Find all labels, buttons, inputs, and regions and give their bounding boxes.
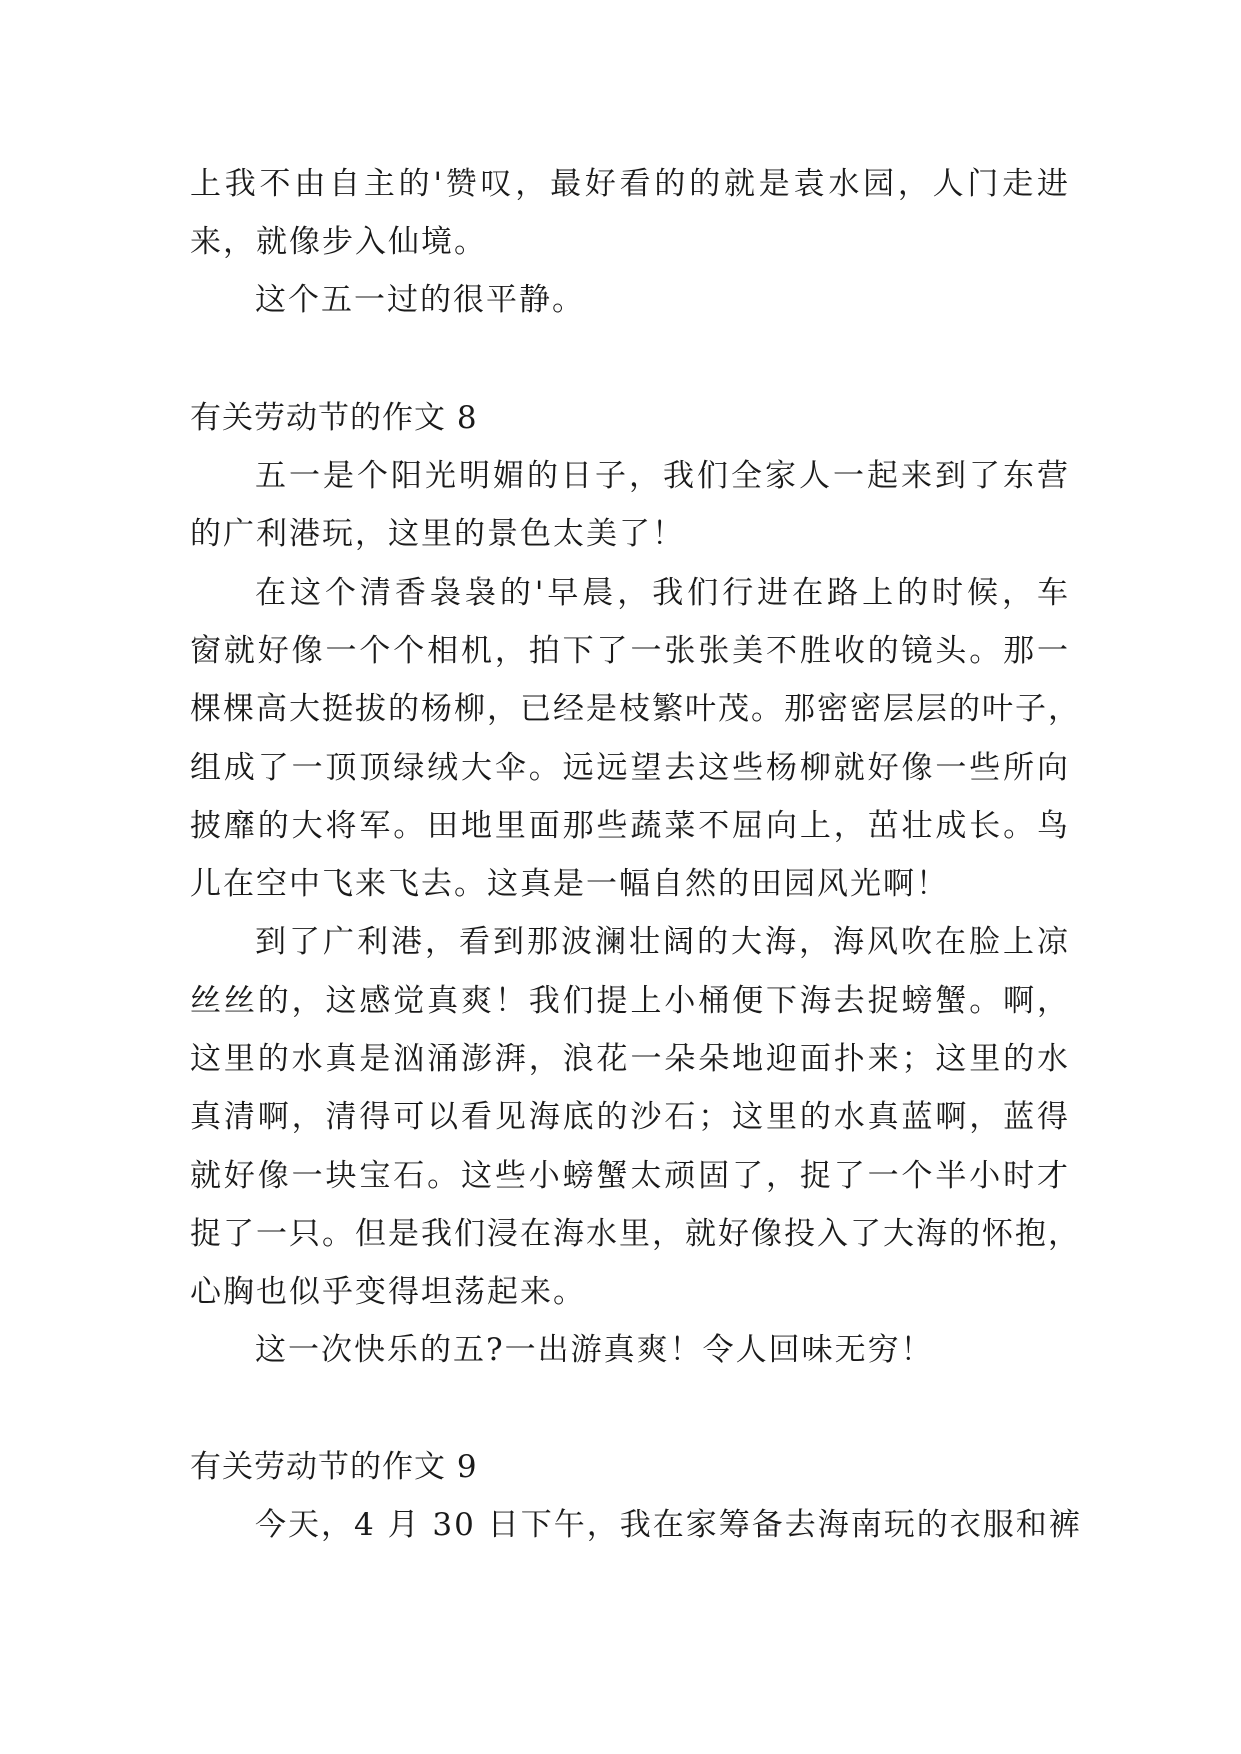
- paragraph-line: 丝丝的，这感觉真爽！我们提上小桶便下海去捉螃蟹。啊，: [190, 983, 1070, 1019]
- section-heading: 有关劳动节的作文 8: [190, 400, 478, 436]
- paragraph-line: 捉了一只。但是我们浸在海水里，就好像投入了大海的怀抱，: [190, 1216, 1081, 1252]
- section-heading: 有关劳动节的作文 9: [190, 1449, 478, 1485]
- paragraph-line: 心胸也似乎变得坦荡起来。: [190, 1274, 586, 1310]
- paragraph-line: 这里的水真是汹涌澎湃，浪花一朵朵地迎面扑来；这里的水: [190, 1041, 1070, 1077]
- paragraph-line: 来，就像步入仙境。: [190, 224, 487, 260]
- paragraph-line: 就好像一块宝石。这些小螃蟹太顽固了，捉了一个半小时才: [190, 1158, 1070, 1194]
- paragraph-line: 这一次快乐的五?一出游真爽！令人回味无穷！: [255, 1332, 934, 1368]
- paragraph-line: 真清啊，清得可以看见海底的沙石；这里的水真蓝啊，蓝得: [190, 1099, 1070, 1135]
- paragraph-line: 儿在空中飞来飞去。这真是一幅自然的田园风光啊！: [190, 866, 949, 902]
- paragraph-line: 到了广利港，看到那波澜壮阔的大海，海风吹在脸上凉: [255, 924, 1070, 960]
- paragraph-line: 上我不由自主的'赞叹，最好看的的就是袁水园，人门走进: [190, 166, 1070, 202]
- paragraph-line: 棵棵高大挺拔的杨柳，已经是枝繁叶茂。那密密层层的叶子，: [190, 691, 1081, 727]
- paragraph-line: 今天，4 月 30 日下午，我在家筹备去海南玩的衣服和裤: [255, 1507, 1082, 1543]
- paragraph-line: 这个五一过的很平静。: [255, 282, 585, 318]
- paragraph-line: 在这个清香袅袅的'早晨，我们行进在路上的时候，车: [255, 575, 1070, 611]
- paragraph-line: 披靡的大将军。田地里面那些蔬菜不屈向上，茁壮成长。鸟: [190, 808, 1070, 844]
- paragraph-line: 的广利港玩，这里的景色太美了！: [190, 516, 685, 552]
- paragraph-line: 五一是个阳光明媚的日子，我们全家人一起来到了东营: [255, 458, 1070, 494]
- paragraph-line: 窗就好像一个个相机，拍下了一张张美不胜收的镜头。那一: [190, 633, 1070, 669]
- paragraph-line: 组成了一顶顶绿绒大伞。远远望去这些杨柳就好像一些所向: [190, 750, 1070, 786]
